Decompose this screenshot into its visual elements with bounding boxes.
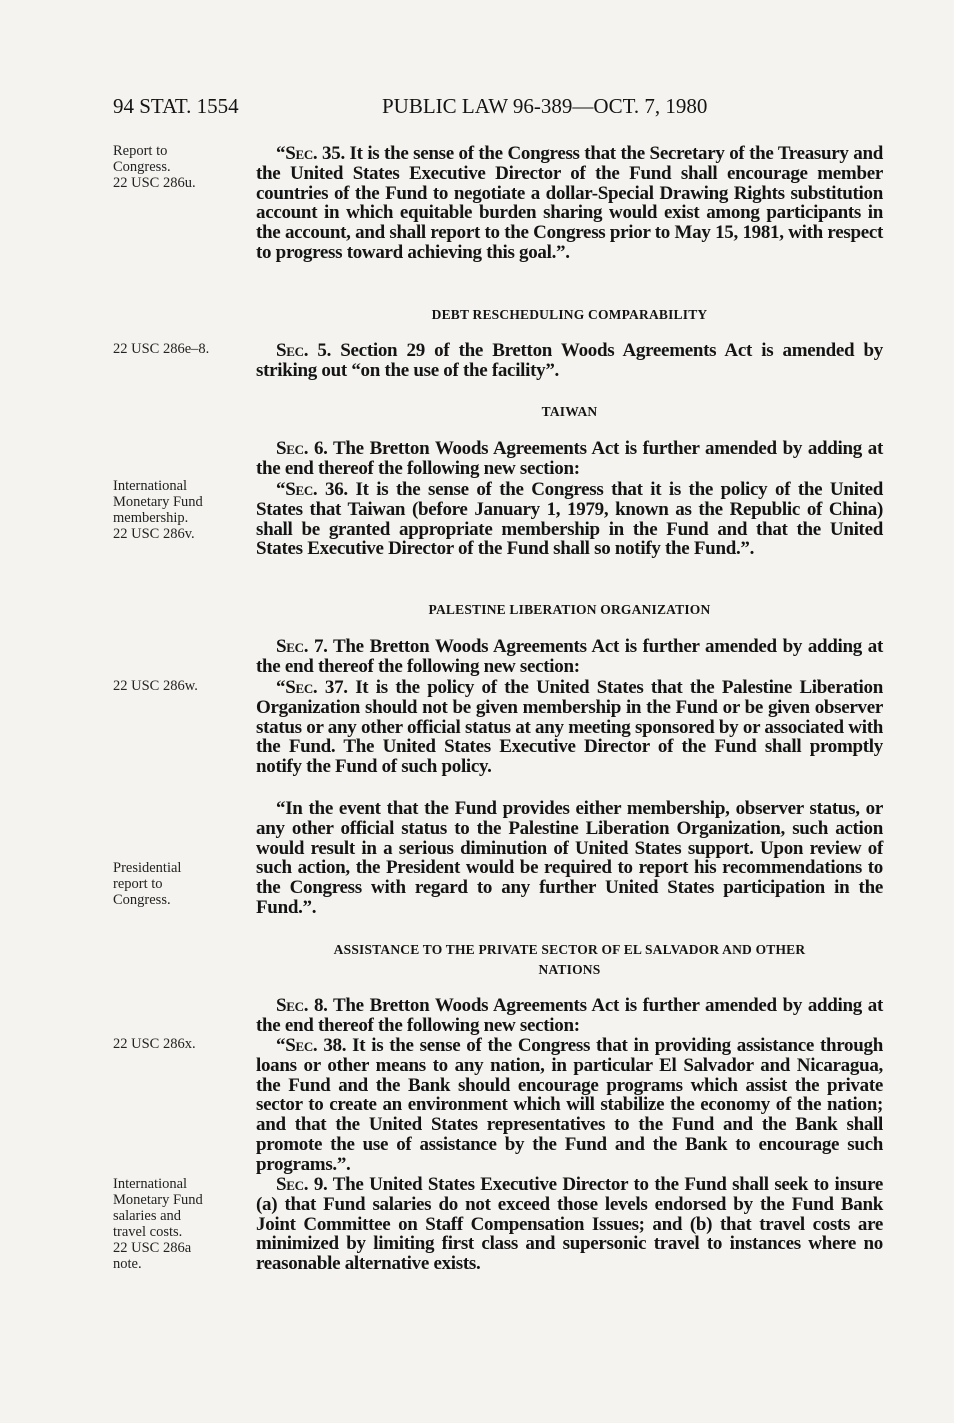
heading-debt-rescheduling: DEBT RESCHEDULING COMPARABILITY [431, 307, 708, 322]
public-law-citation: PUBLIC LAW 96-389—OCT. 7, 1980 [382, 94, 708, 118]
heading-el-salvador: ASSISTANCE TO THE PRIVATE SECTOR OF EL SALVADOR AND OTHER NATIONS [333, 942, 806, 977]
statute-page-number: 94 STAT. 1554 [113, 94, 239, 118]
margin-note-presidential-report: Presidential report to Congress. [113, 860, 182, 908]
section-9-paragraph: Sec. 9. The United States Executive Director to the Fund shall seek to insure (a) that Fund salaries do not exceed those levels endorsed by the Fund Bank Joint Committee on Staff Compensation Issues; and (b) that travel costs are minimized by limiting first class and supersonic travel to instances where no reasonable alternative exists. [256, 1174, 883, 1275]
section-5-paragraph: Sec. 5. Section 29 of the Bretton Woods Agreements Act is amended by striking out “on the use of the facility”. [256, 340, 883, 381]
margin-note-imf-membership: International Monetary Fund membership. 22 USC 286v. [113, 478, 203, 542]
margin-note-usc-286w: 22 USC 286w. [113, 678, 198, 694]
section-37-paragraph: “Sec. 37. It is the policy of the United States that the Palestine Liberation Organization should not be given membership in the Fund or be given observer status or any other official status at any meeting sponsored by or associated with the Fund. The United States Executive Director of the Fund shall promptly notify the Fund of such policy. [256, 677, 883, 778]
section-37-second-paragraph: “In the event that the Fund provides either membership, observer status, or any other official status to the Palestine Liberation Organization, such action would result in a serious diminution of United States support. Upon review of such action, the President would be required to report his recommendations to the Congress with regard to any further United States participation in the Fund.”. [256, 798, 883, 918]
section-6-paragraph: Sec. 6. The Bretton Woods Agreements Act is further amended by adding at the end thereof the following new section: [256, 438, 883, 479]
section-8-paragraph: Sec. 8. The Bretton Woods Agreements Act is further amended by adding at the end thereof the following new section: [256, 995, 883, 1036]
heading-plo: PALESTINE LIBERATION ORGANIZATION [428, 602, 711, 617]
section-38-paragraph: “Sec. 38. It is the sense of the Congress that in providing assistance through loans or other means to any nation, in particular El Salvador and Nicaragua, the Fund and the Bank should encourage programs which assist the private sector to create an environment which will stabilize the economy of the nation; and that the United States representatives to the Fund and the Bank shall promote the use of assistance by the Fund and the Bank to encourage such programs.”. [256, 1035, 883, 1175]
section-36-paragraph: “Sec. 36. It is the sense of the Congress that it is the policy of the United States that Taiwan (before January 1, 1979, known as the Republic of China) shall be granted appropriate membership in the Fund and that the United States Executive Director of the Fund shall so notify the Fund.”. [256, 479, 883, 560]
margin-note-usc-286x: 22 USC 286x. [113, 1036, 196, 1052]
section-7-paragraph: Sec. 7. The Bretton Woods Agreements Act is further amended by adding at the end thereof the following new section: [256, 636, 883, 677]
margin-note-imf-salaries: International Monetary Fund salaries and travel costs. 22 USC 286a note. [113, 1176, 203, 1272]
section-35-paragraph: “Sec. 35. It is the sense of the Congress that the Secretary of the Treasury and the United States Executive Director of the Fund shall encourage member countries of the Fund to negotiate a dollar-Special Drawing Rights substitution account in which equitable burden sharing would exist among participants in the account, and shall report to the Congress prior to May 15, 1981, with respect to progress toward achieving this goal.”. [256, 143, 883, 263]
page-header [113, 94, 883, 124]
heading-taiwan: TAIWAN [541, 404, 598, 419]
margin-note-usc-286e-8: 22 USC 286e–8. [113, 341, 210, 357]
margin-note-report-to-congress: Report to Congress. 22 USC 286u. [113, 143, 196, 191]
